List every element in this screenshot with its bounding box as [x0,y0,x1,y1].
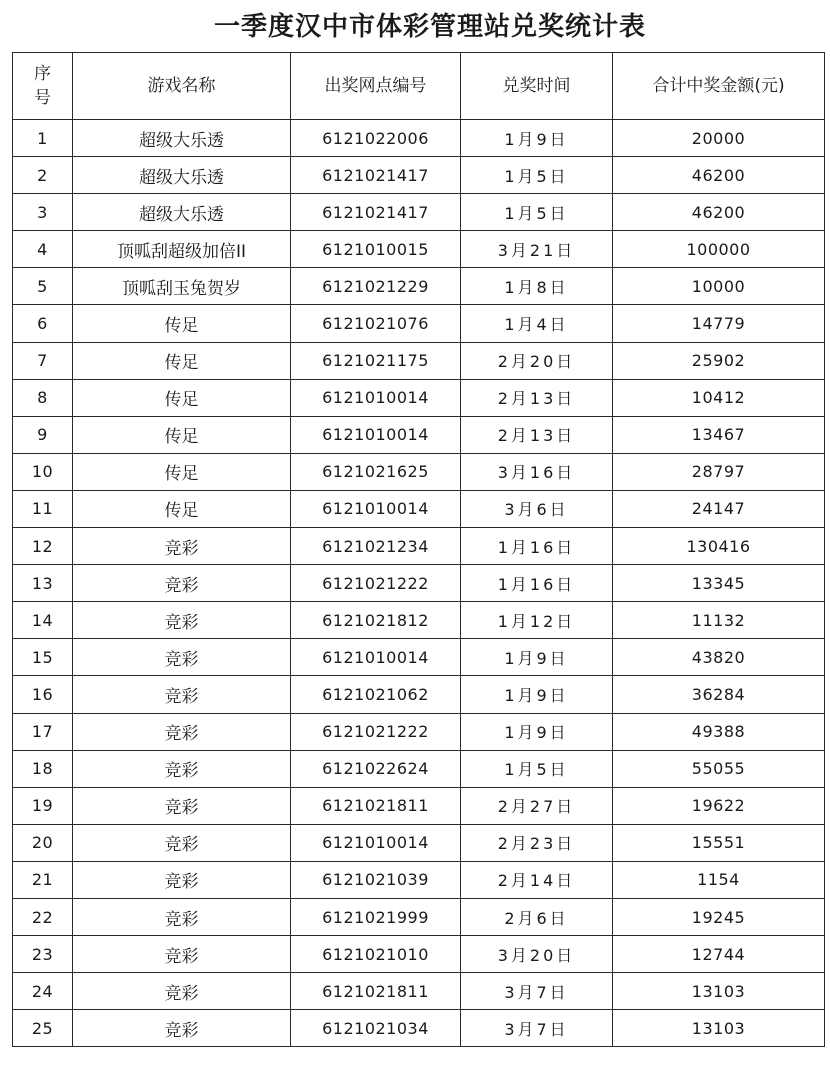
cell-date: 2月20日 [461,342,613,379]
cell-outlet: 6121010014 [291,416,461,453]
cell-amount: 25902 [613,342,825,379]
table-row [13,379,825,416]
cell-amount: 46200 [613,157,825,194]
cell-amount: 1154 [613,861,825,898]
cell-game: 竞彩 [73,898,291,935]
table-row [13,416,825,453]
cell-amount: 13345 [613,565,825,602]
cell-seq: 21 [13,861,73,898]
cell-outlet: 6121021062 [291,676,461,713]
cell-outlet: 6121021010 [291,936,461,973]
cell-amount: 55055 [613,750,825,787]
cell-game: 超级大乐透 [73,157,291,194]
cell-seq: 12 [13,528,73,565]
cell-outlet: 6121021222 [291,565,461,602]
table-row [13,713,825,750]
cell-date: 1月9日 [461,713,613,750]
cell-amount: 10412 [613,379,825,416]
cell-seq: 25 [13,1010,73,1047]
cell-seq: 1 [13,120,73,157]
header-outlet: 出奖网点编号 [291,53,461,120]
cell-date: 2月13日 [461,416,613,453]
cell-game: 传足 [73,453,291,490]
cell-seq: 17 [13,713,73,750]
page-title: 一季度汉中市体彩管理站兑奖统计表 [213,12,646,42]
cell-seq: 6 [13,305,73,342]
header-row [13,53,825,120]
header-date: 兑奖时间 [461,53,613,120]
cell-date: 1月9日 [461,676,613,713]
cell-date: 3月7日 [461,973,613,1010]
cell-outlet: 6121021229 [291,268,461,305]
cell-game: 竞彩 [73,750,291,787]
cell-game: 竞彩 [73,787,291,824]
cell-outlet: 6121021034 [291,1010,461,1047]
cell-outlet: 6121021039 [291,861,461,898]
table-row [13,602,825,639]
cell-outlet: 6121010015 [291,231,461,268]
cell-date: 2月23日 [461,824,613,861]
table-row [13,231,825,268]
table-row [13,936,825,973]
table-body [13,120,825,1047]
table-row [13,861,825,898]
cell-amount: 19622 [613,787,825,824]
cell-date: 2月13日 [461,379,613,416]
cell-game: 竞彩 [73,639,291,676]
cell-game: 竞彩 [73,973,291,1010]
table-row [13,1010,825,1047]
cell-seq: 10 [13,453,73,490]
cell-amount: 49388 [613,713,825,750]
cell-seq: 15 [13,639,73,676]
cell-date: 3月6日 [461,490,613,527]
cell-amount: 24147 [613,490,825,527]
header-seq [13,53,73,120]
cell-outlet: 6121021812 [291,602,461,639]
cell-amount: 13103 [613,1010,825,1047]
cell-date: 1月8日 [461,268,613,305]
cell-game: 竞彩 [73,861,291,898]
cell-game: 竞彩 [73,528,291,565]
cell-date: 1月5日 [461,194,613,231]
cell-game: 超级大乐透 [73,120,291,157]
cell-game: 竞彩 [73,936,291,973]
cell-seq: 8 [13,379,73,416]
cell-seq: 13 [13,565,73,602]
cell-game: 竞彩 [73,1010,291,1047]
cell-outlet: 6121021811 [291,973,461,1010]
cell-game: 竞彩 [73,676,291,713]
cell-date: 3月21日 [461,231,613,268]
cell-date: 1月5日 [461,750,613,787]
table-row [13,824,825,861]
cell-amount: 130416 [613,528,825,565]
cell-outlet: 6121021222 [291,713,461,750]
cell-date: 1月9日 [461,120,613,157]
cell-seq: 22 [13,898,73,935]
cell-date: 2月27日 [461,787,613,824]
table-row [13,973,825,1010]
cell-outlet: 6121021417 [291,194,461,231]
table-row [13,268,825,305]
cell-date: 2月14日 [461,861,613,898]
cell-game: 传足 [73,490,291,527]
cell-game: 竞彩 [73,602,291,639]
cell-seq: 23 [13,936,73,973]
cell-amount: 36284 [613,676,825,713]
cell-seq: 3 [13,194,73,231]
cell-date: 1月16日 [461,565,613,602]
cell-date: 3月20日 [461,936,613,973]
cell-game: 竞彩 [73,824,291,861]
cell-outlet: 6121021999 [291,898,461,935]
table-row [13,490,825,527]
cell-game: 传足 [73,342,291,379]
cell-outlet: 6121010014 [291,824,461,861]
table-row [13,453,825,490]
cell-outlet: 6121010014 [291,379,461,416]
cell-date: 1月9日 [461,639,613,676]
cell-amount: 46200 [613,194,825,231]
cell-seq: 2 [13,157,73,194]
cell-outlet: 6121021076 [291,305,461,342]
cell-date: 3月7日 [461,1010,613,1047]
cell-game: 超级大乐透 [73,194,291,231]
cell-seq: 14 [13,602,73,639]
cell-seq: 18 [13,750,73,787]
header-seq-line2: 号 [34,88,51,108]
table-row [13,194,825,231]
cell-date: 3月16日 [461,453,613,490]
table-row [13,120,825,157]
cell-outlet: 6121021625 [291,453,461,490]
cell-date: 1月12日 [461,602,613,639]
cell-amount: 14779 [613,305,825,342]
cell-seq: 9 [13,416,73,453]
cell-outlet: 6121022624 [291,750,461,787]
header-amount: 合计中奖金额(元) [613,53,825,120]
header-seq-line1: 序 [34,64,51,84]
header-game: 游戏名称 [73,53,291,120]
cell-amount: 100000 [613,231,825,268]
cell-outlet: 6121022006 [291,120,461,157]
cell-game: 传足 [73,379,291,416]
table-row [13,639,825,676]
cell-game: 传足 [73,416,291,453]
cell-amount: 13467 [613,416,825,453]
cell-amount: 19245 [613,898,825,935]
cell-game: 顶呱刮超级加倍II [73,231,291,268]
table-header [13,53,825,120]
cell-date: 1月16日 [461,528,613,565]
award-statistics-table [12,52,825,1047]
cell-outlet: 6121010014 [291,639,461,676]
table-row [13,898,825,935]
table-row [13,565,825,602]
table-row [13,342,825,379]
cell-seq: 16 [13,676,73,713]
cell-amount: 13103 [613,973,825,1010]
cell-game: 竞彩 [73,565,291,602]
table-row [13,750,825,787]
cell-amount: 11132 [613,602,825,639]
cell-outlet: 6121021811 [291,787,461,824]
cell-outlet: 6121021175 [291,342,461,379]
table-row [13,787,825,824]
cell-game: 传足 [73,305,291,342]
cell-seq: 19 [13,787,73,824]
cell-date: 1月5日 [461,157,613,194]
cell-outlet: 6121021234 [291,528,461,565]
table-row [13,676,825,713]
cell-amount: 10000 [613,268,825,305]
cell-seq: 5 [13,268,73,305]
cell-game: 顶呱刮玉兔贺岁 [73,268,291,305]
cell-date: 2月6日 [461,898,613,935]
table-row [13,528,825,565]
cell-seq: 4 [13,231,73,268]
cell-amount: 43820 [613,639,825,676]
cell-outlet: 6121021417 [291,157,461,194]
cell-amount: 12744 [613,936,825,973]
cell-seq: 7 [13,342,73,379]
cell-amount: 20000 [613,120,825,157]
cell-amount: 15551 [613,824,825,861]
table-row [13,305,825,342]
cell-amount: 28797 [613,453,825,490]
cell-seq: 24 [13,973,73,1010]
cell-outlet: 6121010014 [291,490,461,527]
cell-date: 1月4日 [461,305,613,342]
cell-seq: 20 [13,824,73,861]
table-row [13,157,825,194]
cell-seq: 11 [13,490,73,527]
cell-game: 竞彩 [73,713,291,750]
